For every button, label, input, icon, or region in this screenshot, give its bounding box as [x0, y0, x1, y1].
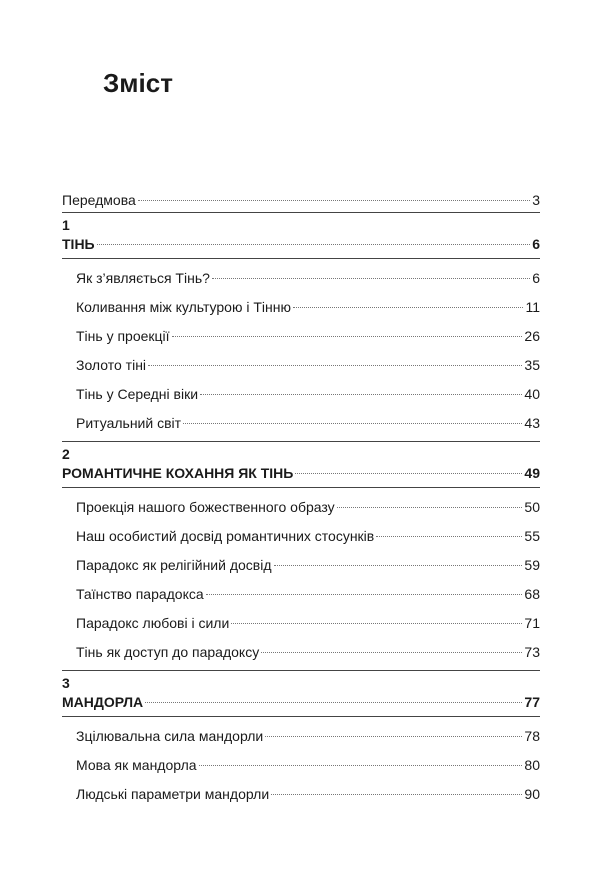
- chapter-1: [62, 217, 540, 442]
- chapter-title: ТІНЬ: [62, 236, 95, 252]
- toc-section-label: Тінь у проекції: [76, 328, 170, 344]
- toc-section-page: 68: [524, 586, 540, 602]
- toc-section-entry: [62, 522, 540, 551]
- toc-section-page: 35: [524, 357, 540, 373]
- toc-section-label: Тінь як доступ до парадоксу: [76, 644, 260, 660]
- toc-section-label: Парадокс любові і сили: [76, 615, 230, 631]
- toc-section-label: Проекція нашого божественного образу: [76, 499, 335, 515]
- toc-section-entry: [62, 264, 540, 293]
- toc-section-page: 40: [524, 386, 540, 402]
- toc-section-entry: [62, 722, 540, 751]
- toc-section-label: Коливання між культурою і Тінню: [76, 299, 291, 315]
- chapter-title-entry: [62, 463, 540, 483]
- toc-section-entry: [62, 580, 540, 609]
- separator-rule: [62, 670, 540, 671]
- toc-section-page: 78: [524, 728, 540, 744]
- dot-leader: [376, 536, 522, 537]
- dot-leader: [97, 244, 531, 245]
- toc-section-entry: [62, 751, 540, 780]
- toc-section-entry: [62, 551, 540, 580]
- dot-leader: [138, 200, 530, 201]
- toc-section-entry: [62, 493, 540, 522]
- toc-section-label: Тінь у Середні віки: [76, 386, 199, 402]
- dot-leader: [212, 278, 530, 279]
- dot-leader: [148, 365, 522, 366]
- dot-leader: [295, 473, 522, 474]
- dot-leader: [271, 794, 522, 795]
- dot-leader: [200, 394, 522, 395]
- toc-section-page: 71: [524, 615, 540, 631]
- dot-leader: [261, 652, 522, 653]
- dot-leader: [145, 702, 522, 703]
- toc-section-page: 59: [524, 557, 540, 573]
- dot-leader: [172, 336, 523, 337]
- dot-leader: [199, 765, 523, 766]
- separator-rule: [62, 441, 540, 442]
- toc-section-entry: [62, 780, 540, 809]
- table-of-contents: [62, 188, 540, 809]
- toc-entry-preface: [62, 188, 540, 212]
- chapter-page: 6: [532, 236, 540, 252]
- toc-section-page: 73: [524, 644, 540, 660]
- chapter-title: РОМАНТИЧНЕ КОХАННЯ ЯК ТІНЬ: [62, 465, 294, 481]
- page-title: Зміст: [103, 68, 173, 98]
- toc-section-entry: [62, 351, 540, 380]
- toc-section-page: 43: [524, 415, 540, 431]
- toc-section-page: 55: [524, 528, 540, 544]
- toc-entry-label: Передмова: [62, 192, 136, 208]
- toc-section-entry: [62, 380, 540, 409]
- toc-section-label: Наш особистий досвід романтичних стосунків: [76, 528, 375, 544]
- chapter-number: 1: [62, 217, 70, 233]
- toc-section-page: 50: [524, 499, 540, 515]
- toc-section-page: 90: [524, 786, 540, 802]
- chapter-page: 49: [524, 465, 540, 481]
- separator-rule: [62, 212, 540, 213]
- chapter-title: МАНДОРЛА: [62, 694, 144, 710]
- dot-leader: [206, 594, 523, 595]
- toc-section-label: Таїнство парадокса: [76, 586, 204, 602]
- toc-section-label: Золото тіні: [76, 357, 147, 373]
- toc-section-entry: [62, 293, 540, 322]
- dot-leader: [293, 307, 523, 308]
- dot-leader: [231, 623, 522, 624]
- toc-section-entry: [62, 409, 540, 438]
- chapter-number: 2: [62, 446, 70, 462]
- toc-section-page: 80: [524, 757, 540, 773]
- chapter-title-entry: [62, 692, 540, 712]
- toc-section-entry: [62, 609, 540, 638]
- toc-section-page: 26: [524, 328, 540, 344]
- toc-section-label: Парадокс як релігійний досвід: [76, 557, 272, 573]
- chapter-3: [62, 675, 540, 809]
- toc-section-entry: [62, 322, 540, 351]
- dot-leader: [337, 507, 523, 508]
- chapter-2: [62, 446, 540, 671]
- toc-entry-page: 3: [532, 192, 540, 208]
- toc-section-label: Людські параметри мандорли: [76, 786, 270, 802]
- chapter-number: 3: [62, 675, 70, 691]
- toc-section-entry: [62, 638, 540, 667]
- toc-section-page: 6: [532, 270, 540, 286]
- dot-leader: [183, 423, 522, 424]
- toc-section-page: 11: [525, 299, 540, 315]
- toc-section-label: Мова як мандорла: [76, 757, 197, 773]
- toc-section-label: Ритуальний світ: [76, 415, 182, 431]
- toc-section-label: Як з’являється Тінь?: [76, 270, 210, 286]
- chapter-page: 77: [524, 694, 540, 710]
- dot-leader: [274, 565, 523, 566]
- dot-leader: [265, 736, 522, 737]
- toc-section-label: Зцілювальна сила мандорли: [76, 728, 264, 744]
- chapter-title-entry: [62, 234, 540, 254]
